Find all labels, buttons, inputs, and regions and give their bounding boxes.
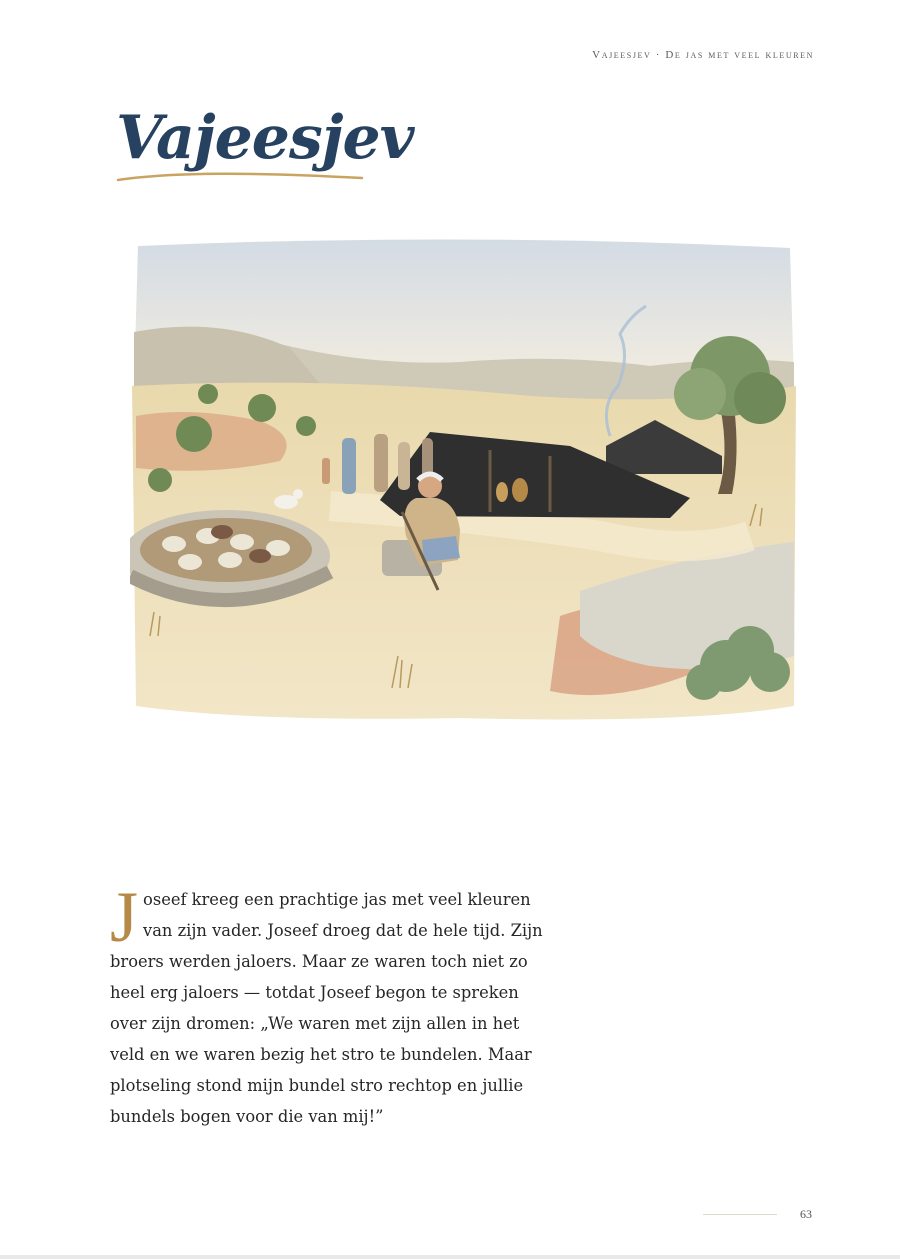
footer-rule <box>703 1214 777 1215</box>
page-number: 63 <box>800 1207 812 1221</box>
story-paragraph <box>110 877 550 1132</box>
chapter-heading <box>112 98 414 198</box>
title-underline-swash <box>112 168 372 188</box>
chapter-title: Vajeesjev <box>116 103 414 173</box>
page-bottom-edge <box>0 1255 900 1259</box>
stone-sheepfold <box>130 510 330 602</box>
dropcap-letter: J <box>110 877 139 957</box>
running-header: Vajeesjev · De jas met veel kleuren <box>592 49 814 61</box>
camp-illustration <box>130 236 798 724</box>
story-paragraph-text: oseef kreeg een prachtige jas met veel kleuren van zijn vader. Joseef droeg dat de hele tijd. Zijn broers werden jaloers. Maar ze waren toch niet zo heel erg jaloers — totdat Joseef begon te spreken over zijn dromen: „We waren met zijn allen in het veld en we waren bezig het stro te bundelen. Maar plotseling stond mijn bundel stro rechtop en jullie bundels bogen voor die van mij!” <box>110 890 543 1126</box>
